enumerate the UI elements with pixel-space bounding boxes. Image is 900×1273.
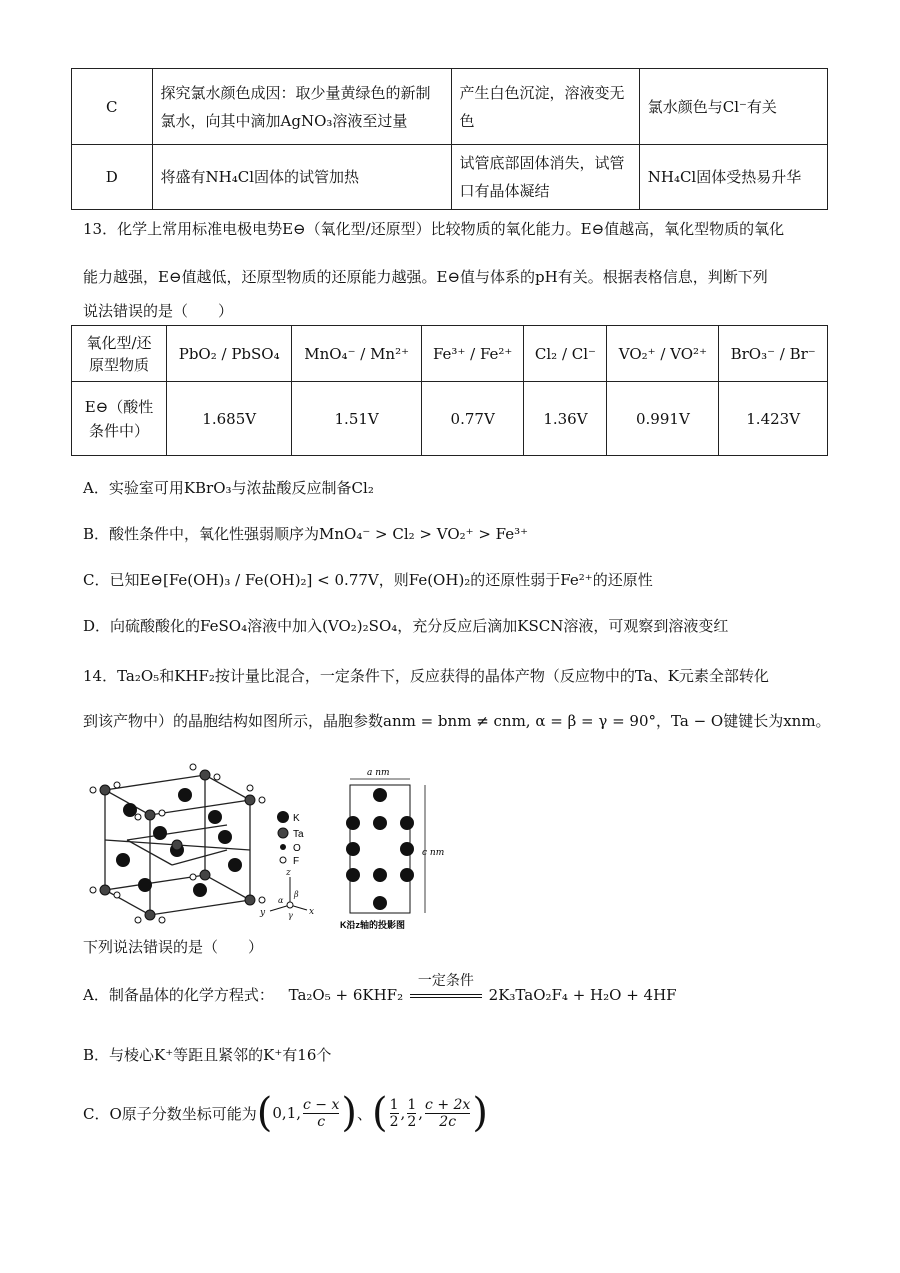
value-cell: 1.51V	[292, 382, 422, 456]
svg-text:z: z	[286, 868, 291, 878]
projection-a-label: a nm	[367, 768, 390, 778]
option-a-prefix: A．制备晶体的化学方程式：	[83, 986, 274, 1004]
legend-k: K	[293, 813, 300, 824]
svg-text:x: x	[309, 907, 315, 917]
conclusion-cell: NH₄Cl固体受热易升华	[639, 145, 827, 210]
equation-left: Ta₂O₅ + 6KHF₂	[288, 986, 404, 1004]
table-header-label: 氧化型/还 原型物质	[72, 326, 167, 382]
projection-c-label: c nm	[422, 848, 445, 858]
q14-option-b: B．与棱心K⁺等距且紧邻的K⁺有16个	[83, 1046, 332, 1064]
q14-stem-line-1: 14．Ta₂O₅和KHF₂按计量比混合，一定条件下，反应获得的晶体产物（反应物中的Ta、K元素全部转化	[83, 667, 769, 685]
pair-cell: BrO₃⁻ / Br⁻	[719, 326, 828, 382]
equation-right: 2K₃TaO₂F₄ + H₂O + 4HF	[488, 986, 677, 1004]
q13-option-c: C．已知E⊖[Fe(OH)₃ / Fe(OH)₂] < 0.77V，则Fe(OH)₂的还原性弱于Fe²⁺的还原性	[83, 571, 653, 589]
svg-text:β: β	[294, 890, 299, 899]
value-cell: 0.991V	[607, 382, 719, 456]
operation-line: 探究氯水颜色成因：取少量黄绿色的新制	[160, 83, 431, 102]
q13-option-d: D．向硫酸酸化的FeSO₄溶液中加入(VO₂)₂SO₄，充分反应后滴加KSCN溶液，可观察到溶液变红	[83, 617, 729, 635]
phenomenon-line: 色	[459, 111, 475, 130]
separator: 、	[357, 1104, 373, 1123]
phenomenon-cell	[451, 145, 639, 210]
svg-text:γ: γ	[288, 911, 293, 920]
legend-f: F	[293, 856, 300, 867]
q13-option-a: A．实验室可用KBrO₃与浓盐酸反应制备Cl₂	[83, 479, 374, 497]
pair-cell: PbO₂ / PbSO₄	[167, 326, 292, 382]
phenomenon-cell	[451, 69, 639, 145]
operation-line: 氯水，向其中滴加AgNO₃溶液至过量	[160, 111, 408, 130]
q13-stem-line-3: 说法错误的是（ ）	[83, 302, 234, 320]
q14-stem-line-2: 到该产物中）的晶胞结构如图所示，晶胞参数anm = bnm ≠ cnm, α = β = γ = 90°，Ta − O键键长为xnm。	[83, 712, 831, 730]
svg-text:α: α	[278, 896, 284, 905]
value-cell: 1.36V	[524, 382, 607, 456]
option-cell: D	[72, 145, 153, 210]
reaction-condition: 一定条件	[417, 973, 474, 989]
q13-option-b: B．酸性条件中，氧化性强弱顺序为MnO₄⁻ > Cl₂ > VO₂⁺ > Fe³⁺	[83, 525, 529, 543]
fraction: $\frac{1}{2}$	[389, 1096, 399, 1130]
operation-cell	[152, 69, 451, 145]
pair-cell: Fe³⁺ / Fe²⁺	[421, 326, 524, 382]
projection-caption: K沿z轴的投影图	[340, 920, 405, 930]
value-cell: 1.423V	[719, 382, 828, 456]
pair-cell: Cl₂ / Cl⁻	[524, 326, 607, 382]
fraction: $\frac{c - x}{c}$	[303, 1096, 340, 1130]
phenomenon-line: 试管底部固体消失，试管	[459, 154, 625, 172]
q14-option-c: C．O原子分数坐标可能为 ( 0,1, $\frac{c - x}{c}$ ) 、 ( $\frac{1}{2}$ , $\frac{1}{2}$ , $\frac{c + 2x}{2c}$ )	[83, 1090, 488, 1136]
option-c-prefix: C．O原子分数坐标可能为	[83, 1104, 257, 1123]
pair-cell: MnO₄⁻ / Mn²⁺	[292, 326, 422, 382]
value-cell: 1.685V	[167, 382, 292, 456]
q13-stem-line-2: 能力越强，E⊖值越低，还原型物质的还原能力越强。E⊖值与体系的pH有关。根据表格信息，判断下列	[83, 268, 768, 286]
q13-stem-line-1: 13．化学上常用标准电极电势E⊖（氧化型/还原型）比较物质的氧化能力。E⊖值越高，氧化型物质的氧化	[83, 220, 785, 238]
reaction-arrow	[410, 973, 482, 998]
q14-prompt: 下列说法错误的是（ ）	[83, 938, 264, 956]
value-cell: 0.77V	[421, 382, 524, 456]
pair-cell: VO₂⁺ / VO²⁺	[607, 326, 719, 382]
q14-option-a	[83, 973, 677, 1005]
svg-text:y: y	[260, 908, 266, 918]
fraction: $\frac{c + 2x}{2c}$	[425, 1096, 471, 1130]
crystal-structure-figure	[85, 755, 465, 935]
potential-table	[71, 325, 828, 456]
operation-cell: 将盛有NH₄Cl固体的试管加热	[152, 145, 451, 210]
fraction: $\frac{1}{2}$	[407, 1096, 417, 1130]
legend-ta: Ta	[293, 829, 304, 840]
legend-o: O	[293, 843, 301, 854]
option-cell: C	[72, 69, 153, 145]
row-label: E⊖（酸性 条件中）	[72, 382, 167, 456]
phenomenon-line: 口有晶体凝结	[459, 182, 550, 200]
conclusion-cell: 氯水颜色与Cl⁻有关	[639, 69, 827, 145]
phenomenon-line: 产生白色沉淀，溶液变无	[459, 83, 625, 102]
experiment-table	[71, 68, 828, 210]
coord-1-part: 0,1,	[272, 1104, 302, 1122]
